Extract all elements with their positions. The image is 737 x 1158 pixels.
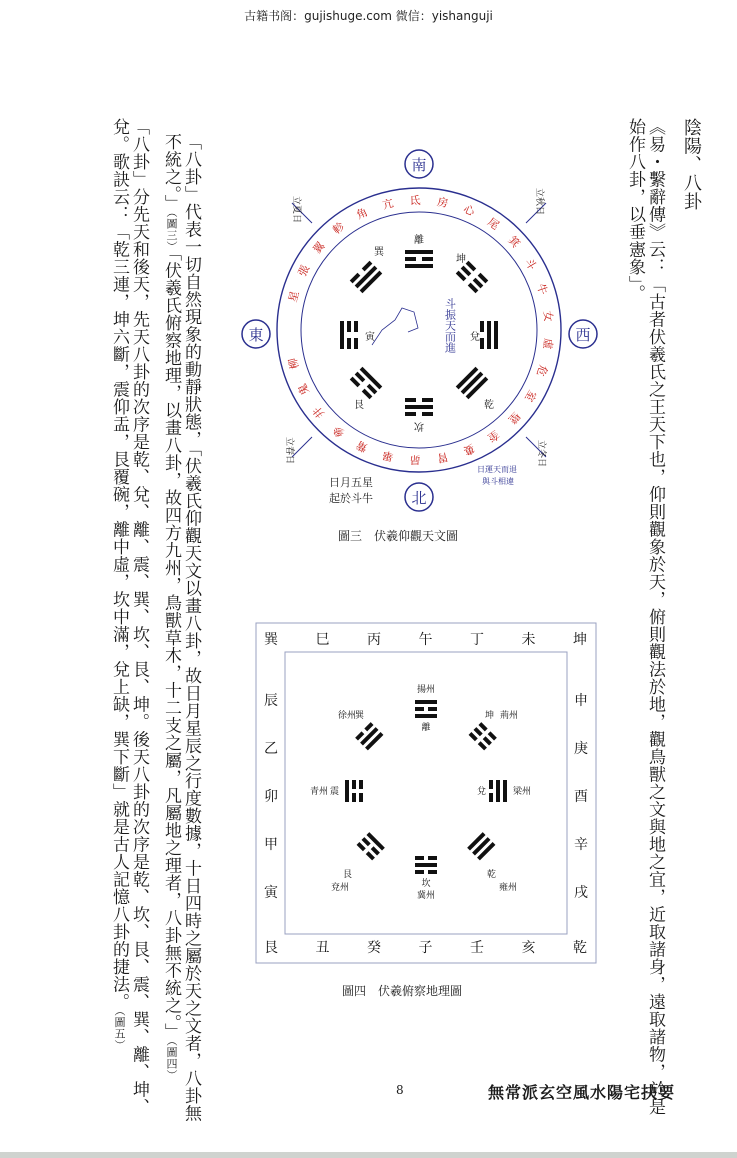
mansion-label: 心 (461, 202, 477, 219)
f4-top-right-name: 坤 (485, 711, 495, 721)
mansion-label: 柳 (286, 356, 302, 371)
trigram-top-left (350, 261, 383, 294)
paragraph2-col2b: 「伏羲氏俯察地理，以畫八卦，故四方九州，鳥獸草木，十二支之屬，凡屬地之理者，八卦無不統之。」 (161, 252, 181, 1041)
outer-square (256, 623, 596, 963)
trigram-left (340, 321, 376, 349)
f4-bottom-right-name: 乾 (487, 870, 497, 880)
corner-top-left: 立夏日 (291, 196, 301, 224)
mansion-label: 井 (310, 403, 328, 421)
north-label: 北 (411, 489, 427, 507)
mansion-label: 昴 (409, 452, 421, 467)
f4-top-name: 離 (421, 723, 431, 733)
west-label: 西 (575, 326, 591, 344)
bottom-text-1: 日月五星 (329, 476, 373, 489)
border-label: 巽 (264, 632, 278, 648)
south-label: 南 (411, 156, 427, 174)
f4-right-name: 兌 (477, 787, 487, 797)
trigram-bottom-label: 坎 (414, 420, 424, 431)
book-title: 無常派玄空風水陽宅抉要 (488, 1083, 676, 1102)
mansion-label: 星 (286, 289, 302, 304)
mansion-label: 亢 (381, 196, 395, 212)
watermark: 古籍书阁：gujishuge.com 微信：yishanguji (244, 9, 493, 23)
f4-top-left-label: 徐州 (338, 711, 357, 721)
trigram-top-right (456, 261, 489, 294)
paragraph2-col1: 「八卦」代表一切自然現象的動靜狀態，「伏羲氏仰觀天文以畫八卦，故日月星辰之行度數據，十日四時之屬於天之文者，八卦無 (181, 133, 201, 1122)
figure3-diagram (232, 140, 607, 520)
figure3-reference: （圖三） (165, 212, 178, 253)
trigram-top-right-label: 坤 (456, 254, 466, 265)
f4-top-label: 揚州 (416, 685, 436, 695)
figure4-caption: 圖四 伏羲俯察地理圖 (342, 984, 463, 998)
border-label: 酉 (574, 789, 588, 805)
trigram-right (470, 321, 498, 349)
f4-bottom-right-label: 雍州 (499, 883, 518, 893)
paragraph3-col2a: 兌。歌訣云：「乾三連，坤六斷，震仰盂，艮覆碗，離中虛，坎中滿，兌上缺，巽下斷」就是古人記憶八卦的捷法。 (109, 118, 129, 1011)
bottom-text-2: 起於斗牛 (329, 492, 373, 505)
f4-bottom-name: 坎 (421, 879, 431, 889)
mansion-label: 軫 (330, 219, 348, 237)
figure5-reference: （圖五） (113, 1010, 126, 1051)
mansion-label: 奎 (485, 427, 502, 445)
paragraph1-col2: 始作八卦，以垂憲象」。 (625, 118, 645, 302)
big-dipper (372, 308, 418, 345)
mansion-label: 壁 (505, 409, 523, 427)
bottom-bar (0, 1152, 737, 1158)
bottom-right-note-2: 與斗相違 (482, 477, 514, 486)
f4-bottom-left-name: 艮 (343, 870, 353, 880)
border-label: 丁 (470, 632, 484, 648)
mansion-label: 牛 (534, 281, 550, 297)
mansion-label: 婁 (461, 441, 477, 458)
paragraph1-col1: 《易・繫辭傳》云：「古者伏羲氏之王天下也，仰則觀象於天，俯則觀法於地，觀鳥獸之文與地之宜，近取諸身，遠取諸物，於是 (645, 118, 665, 1116)
border-label: 坤 (573, 632, 587, 648)
border-label: 寅 (264, 885, 278, 901)
east-label: 東 (248, 326, 264, 344)
trigram-bottom (405, 398, 433, 433)
border-label: 亥 (521, 940, 536, 956)
trigram-top-label: 離 (414, 235, 424, 246)
border-label: 卯 (264, 789, 278, 805)
center-text: 斗振天而進 (443, 298, 457, 353)
trigram-bottom-left-label: 艮 (354, 400, 364, 411)
f4-top-left-name: 巽 (355, 711, 365, 721)
f4-top-right-label: 荊州 (500, 711, 519, 721)
border-label: 乙 (264, 741, 278, 757)
f4-right-label: 梁州 (513, 787, 532, 797)
bottom-right-note-1: 日運天而退 (477, 465, 517, 474)
mansion-label: 畢 (381, 448, 395, 464)
mansion-label: 室 (522, 387, 539, 404)
mansion-label: 張 (295, 262, 313, 279)
figure4-reference: （圖四） (165, 1040, 178, 1081)
f4-left-name: 震 (330, 787, 340, 797)
mansion-label: 參 (330, 423, 348, 441)
figure4-diagram (255, 622, 597, 964)
paragraph3-col1: 「八卦」分先天和後天，先天八卦的次序是乾、兌、離、震、巽、坎、艮、坤。後天八卦的次序是乾、坎、艮、震、巽、離、坤、 (129, 118, 149, 1116)
border-label: 辛 (574, 837, 588, 853)
border-label: 甲 (264, 837, 278, 853)
inner-circle (301, 212, 537, 448)
paragraph2-col2a: 不統之。」 (161, 133, 181, 212)
border-label: 巳 (315, 632, 330, 648)
diagonal-line-bl (292, 437, 312, 457)
figure3-caption: 圖三 伏羲仰觀天文圖 (338, 529, 459, 543)
corner-bottom-left: 立春日 (284, 437, 294, 465)
page-number: 8 (396, 1083, 404, 1097)
mansion-label: 氐 (409, 193, 421, 208)
trigram-bottom-left (350, 367, 383, 400)
border-label: 辰 (264, 693, 278, 709)
paragraph3-col2 (110, 118, 127, 1051)
mansion-label: 虛 (540, 337, 555, 350)
f4-left-label: 青州 (310, 787, 329, 797)
f4-bottom-label: 冀州 (416, 891, 436, 901)
mansion-label: 胃 (436, 449, 450, 465)
border-label: 庚 (574, 741, 588, 757)
trigram-right-label: 兌 (470, 332, 480, 343)
border-label: 午 (418, 632, 433, 648)
corner-bottom-right: 立冬日 (536, 440, 546, 468)
mansion-label: 危 (534, 363, 550, 379)
trigram-bottom-right (456, 367, 489, 400)
border-label: 乾 (573, 940, 587, 956)
border-label: 丑 (315, 940, 330, 956)
f4-bottom-left-label: 兗州 (331, 883, 350, 893)
border-label: 戌 (574, 885, 588, 901)
mansion-label: 箕 (505, 233, 523, 251)
border-label: 壬 (470, 940, 484, 956)
border-label: 癸 (367, 940, 381, 956)
border-label: 申 (574, 693, 588, 709)
border-label: 未 (521, 632, 536, 648)
mansion-label: 尾 (485, 215, 502, 233)
section-title: 陰陽、八卦 (681, 118, 702, 211)
trigram-top-left-label: 巽 (374, 247, 384, 258)
mansion-label: 角 (354, 205, 370, 223)
trigram-top (405, 233, 433, 268)
mansion-label: 房 (436, 195, 450, 211)
mansion-label: 翼 (310, 239, 328, 257)
paragraph2-col2 (162, 133, 179, 1081)
mansion-label: 女 (540, 310, 555, 323)
mansion-label: 鬼 (295, 381, 313, 398)
trigram-bottom-right-label: 乾 (484, 400, 494, 411)
border-label: 艮 (264, 940, 278, 956)
border-label: 丙 (367, 632, 381, 648)
mansion-label: 觜 (354, 437, 370, 455)
corner-top-right: 立秋日 (534, 188, 544, 216)
mansion-label: 斗 (522, 256, 539, 273)
trigram-left-label: 寅 (365, 332, 375, 343)
border-label: 子 (418, 940, 433, 956)
